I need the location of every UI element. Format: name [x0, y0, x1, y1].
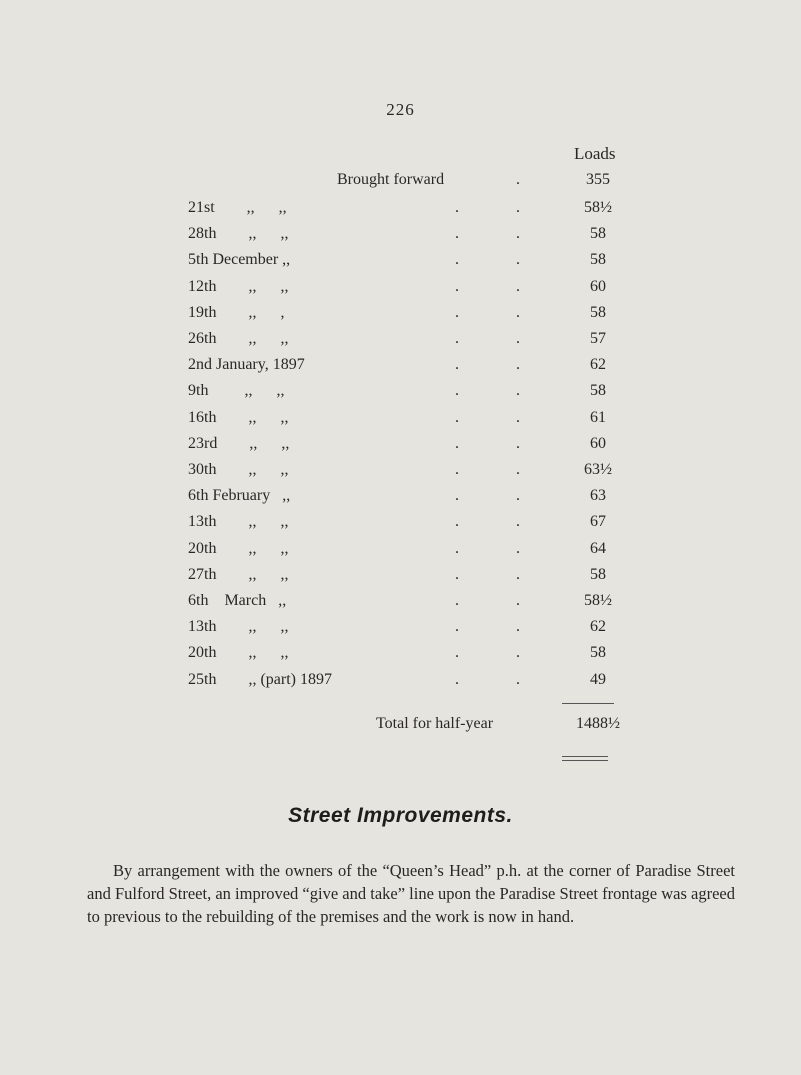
leader-dot: .: [455, 539, 459, 557]
row-date-label: 19th ,, ,: [188, 303, 285, 321]
brought-forward-row: [0, 171, 801, 197]
row-loads-value: 63: [590, 487, 606, 505]
table-row: [0, 435, 801, 461]
total-double-rule: [562, 756, 608, 761]
leader-dot: .: [455, 513, 459, 531]
row-loads-value: 58: [590, 303, 606, 321]
brought-forward-label: Brought forward: [337, 171, 445, 188]
total-label: Total for half-year: [376, 715, 494, 732]
row-date-label: 13th ,, ,,: [188, 513, 289, 531]
brought-forward-value: 355: [586, 171, 610, 188]
row-loads-value: 57: [590, 330, 606, 347]
leader-dot: .: [516, 539, 520, 557]
table-row: [0, 382, 801, 408]
leader-dot: .: [516, 618, 520, 636]
leader-dot: .: [516, 251, 520, 269]
leader-dot: .: [516, 408, 520, 426]
table-row: [0, 356, 801, 382]
row-loads-value: 61: [590, 408, 606, 426]
total-rule: [562, 703, 614, 704]
row-loads-value: 49: [590, 670, 606, 688]
table-row: [0, 251, 801, 277]
leader-dot: .: [455, 356, 459, 374]
row-date-label: 6th February ,,: [188, 487, 291, 505]
table-row: [0, 199, 801, 225]
total-value: 1488½: [576, 715, 620, 732]
leader-dot: .: [455, 408, 459, 426]
table-row: [0, 278, 801, 304]
section-heading: Street Improvements.: [288, 804, 513, 827]
table-row: [0, 461, 801, 487]
leader-dot: .: [455, 487, 459, 505]
table-row: [0, 671, 801, 697]
leader-dot: .: [516, 330, 520, 347]
table-row: [0, 487, 801, 513]
row-date-label: 30th ,, ,,: [188, 461, 289, 478]
leader-dot: .: [516, 277, 520, 295]
table-row: [0, 330, 801, 356]
row-date-label: 16th ,, ,,: [188, 408, 289, 426]
row-loads-value: 58: [590, 225, 606, 243]
table-row: [0, 566, 801, 592]
leader-dot: .: [516, 513, 520, 531]
leader-dot: .: [516, 225, 520, 243]
row-loads-value: 63½: [584, 461, 612, 478]
leader-dot: .: [516, 461, 520, 478]
row-date-label: 12th ,, ,,: [188, 277, 289, 295]
leader-dot: .: [516, 670, 520, 688]
table-row: [0, 618, 801, 644]
row-date-label: 13th ,, ,,: [188, 618, 289, 636]
leader-dot: .: [455, 251, 459, 269]
table-row: [0, 225, 801, 251]
leader-dot: .: [455, 330, 459, 347]
row-loads-value: 58: [590, 382, 606, 400]
row-date-label: 6th March ,,: [188, 592, 287, 609]
leader-dot: .: [516, 592, 520, 609]
leader-dot: .: [455, 565, 459, 583]
row-loads-value: 62: [590, 618, 606, 636]
table-row: [0, 644, 801, 670]
leader-dot: .: [455, 199, 459, 216]
leader-dot: .: [516, 487, 520, 505]
leader-dot: .: [455, 618, 459, 636]
table-row: [0, 513, 801, 539]
leader-dot: .: [516, 356, 520, 374]
row-loads-value: 60: [590, 277, 606, 295]
row-loads-value: 67: [590, 513, 606, 531]
row-loads-value: 58½: [584, 199, 612, 216]
row-date-label: 25th ,, (part) 1897: [188, 670, 332, 688]
row-date-label: 20th ,, ,,: [188, 539, 289, 557]
row-date-label: 2nd January, 1897: [188, 356, 305, 374]
row-date-label: 28th ,, ,,: [188, 225, 289, 243]
loads-column-header: Loads: [574, 144, 616, 163]
section-paragraph: By arrangement with the owners of the “Queen’s Head” p.h. at the corner of Paradise Street and Fulford Street, an improved “give and take” line upon the Paradise Street frontage was agreed to previous to the rebuilding of the premises and the work is now in hand.: [87, 861, 735, 926]
row-loads-value: 62: [590, 356, 606, 374]
row-date-label: 21st ,, ,,: [188, 199, 287, 216]
page-number: 226: [386, 100, 415, 119]
row-date-label: 9th ,, ,,: [188, 382, 285, 400]
leader-dot: .: [455, 382, 459, 400]
row-date-label: 20th ,, ,,: [188, 644, 289, 662]
row-date-label: 23rd ,, ,,: [188, 434, 290, 452]
leader-dot: .: [455, 303, 459, 321]
row-loads-value: 58: [590, 644, 606, 662]
row-loads-value: 58: [590, 565, 606, 583]
table-row: [0, 304, 801, 330]
leader-dot: .: [455, 592, 459, 609]
row-loads-value: 58: [590, 251, 606, 269]
leader-dot: .: [455, 434, 459, 452]
leader-dot: .: [516, 303, 520, 321]
row-loads-value: 60: [590, 434, 606, 452]
leader-dot: .: [455, 277, 459, 295]
leader-dot: .: [455, 670, 459, 688]
leader-dot: .: [516, 644, 520, 662]
leader-dot: .: [516, 199, 520, 216]
leader-dot: .: [516, 565, 520, 583]
table-row: [0, 540, 801, 566]
table-row: [0, 592, 801, 618]
leader-dot: .: [455, 461, 459, 478]
row-loads-value: 64: [590, 539, 606, 557]
row-loads-value: 58½: [584, 592, 612, 609]
leader-dot: .: [516, 434, 520, 452]
row-date-label: 27th ,, ,,: [188, 565, 289, 583]
row-date-label: 26th ,, ,,: [188, 330, 289, 347]
leader-dot: .: [516, 171, 520, 188]
leader-dot: .: [516, 382, 520, 400]
row-date-label: 5th December ,,: [188, 251, 291, 269]
leader-dot: .: [455, 644, 459, 662]
table-row: [0, 409, 801, 435]
leader-dot: .: [455, 225, 459, 243]
